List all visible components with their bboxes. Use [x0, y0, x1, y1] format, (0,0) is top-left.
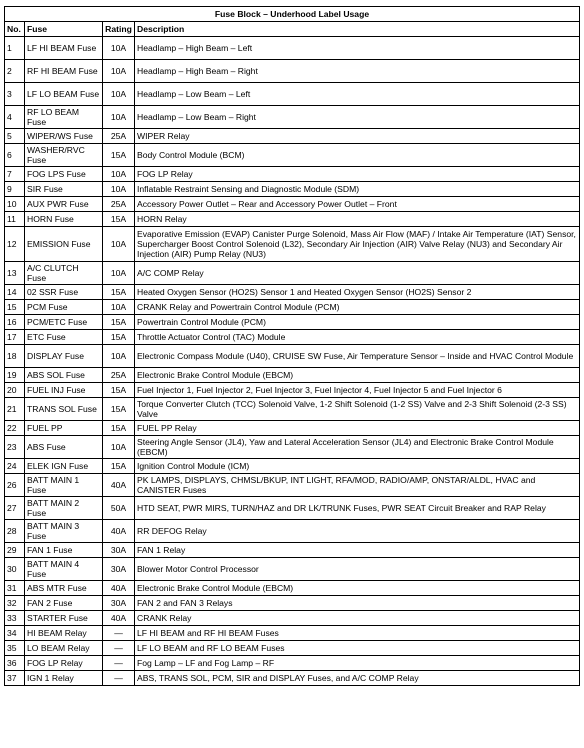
cell-description: FOG LP Relay [135, 167, 580, 182]
cell-description: Ignition Control Module (ICM) [135, 459, 580, 474]
cell-rating: 15A [103, 459, 135, 474]
table-row [5, 212, 580, 227]
cell-description: PK LAMPS, DISPLAYS, CHMSL/BKUP, INT LIGHT, RFA/MOD, RADIO/AMP, ONSTAR/ALDL, HVAC and CANISTER Fuses [135, 474, 580, 497]
cell-no: 5 [5, 129, 25, 144]
table-row [5, 436, 580, 459]
cell-rating: 30A [103, 558, 135, 581]
cell-fuse: TRANS SOL Fuse [25, 398, 103, 421]
cell-rating: 50A [103, 497, 135, 520]
table-row [5, 474, 580, 497]
table-row [5, 383, 580, 398]
cell-rating: 10A [103, 167, 135, 182]
cell-description: RR DEFOG Relay [135, 520, 580, 543]
cell-no: 36 [5, 656, 25, 671]
cell-no: 22 [5, 421, 25, 436]
cell-fuse: HORN Fuse [25, 212, 103, 227]
cell-rating: 40A [103, 520, 135, 543]
table-row [5, 37, 580, 60]
table-row [5, 197, 580, 212]
table-row [5, 459, 580, 474]
cell-no: 7 [5, 167, 25, 182]
cell-fuse: HI BEAM Relay [25, 626, 103, 641]
cell-no: 14 [5, 285, 25, 300]
cell-fuse: 02 SSR Fuse [25, 285, 103, 300]
cell-fuse: PCM Fuse [25, 300, 103, 315]
cell-description: Torque Converter Clutch (TCC) Solenoid Valve, 1-2 Shift Solenoid (1-2 SS) Valve and 2-3 Shift Solenoid (2-3 SS) Valve [135, 398, 580, 421]
table-row [5, 626, 580, 641]
cell-no: 13 [5, 262, 25, 285]
cell-fuse: LO BEAM Relay [25, 641, 103, 656]
cell-rating: 40A [103, 581, 135, 596]
cell-no: 20 [5, 383, 25, 398]
cell-description: Electronic Brake Control Module (EBCM) [135, 368, 580, 383]
cell-description: CRANK Relay and Powertrain Control Module (PCM) [135, 300, 580, 315]
cell-fuse: ABS MTR Fuse [25, 581, 103, 596]
table-row [5, 167, 580, 182]
header-description: Description [135, 22, 580, 37]
cell-description: WIPER Relay [135, 129, 580, 144]
header-rating: Rating [103, 22, 135, 37]
cell-rating: 10A [103, 300, 135, 315]
cell-no: 26 [5, 474, 25, 497]
cell-no: 1 [5, 37, 25, 60]
cell-fuse: BATT MAIN 4 Fuse [25, 558, 103, 581]
cell-fuse: ETC Fuse [25, 330, 103, 345]
cell-no: 23 [5, 436, 25, 459]
table-row [5, 60, 580, 83]
table-row [5, 558, 580, 581]
table-row [5, 144, 580, 167]
cell-no: 6 [5, 144, 25, 167]
cell-description: Electronic Compass Module (U40), CRUISE SW Fuse, Air Temperature Sensor – Inside and HVAC Control Module [135, 345, 580, 368]
cell-rating: 10A [103, 227, 135, 262]
cell-description: LF HI BEAM and RF HI BEAM Fuses [135, 626, 580, 641]
table-row [5, 129, 580, 144]
cell-rating: 10A [103, 436, 135, 459]
cell-description: CRANK Relay [135, 611, 580, 626]
cell-fuse: BATT MAIN 3 Fuse [25, 520, 103, 543]
cell-no: 30 [5, 558, 25, 581]
table-row [5, 106, 580, 129]
cell-fuse: EMISSION Fuse [25, 227, 103, 262]
cell-fuse: WIPER/WS Fuse [25, 129, 103, 144]
table-row [5, 300, 580, 315]
table-row [5, 671, 580, 686]
header-no: No. [5, 22, 25, 37]
table-row [5, 285, 580, 300]
cell-no: 34 [5, 626, 25, 641]
cell-rating: 40A [103, 611, 135, 626]
cell-description: LF LO BEAM and RF LO BEAM Fuses [135, 641, 580, 656]
cell-rating: — [103, 656, 135, 671]
cell-fuse: ABS SOL Fuse [25, 368, 103, 383]
cell-no: 27 [5, 497, 25, 520]
table-row [5, 497, 580, 520]
cell-no: 28 [5, 520, 25, 543]
cell-no: 21 [5, 398, 25, 421]
cell-description: Electronic Brake Control Module (EBCM) [135, 581, 580, 596]
cell-description: Heated Oxygen Sensor (HO2S) Sensor 1 and Heated Oxygen Sensor (HO2S) Sensor 2 [135, 285, 580, 300]
cell-rating: 15A [103, 421, 135, 436]
cell-no: 24 [5, 459, 25, 474]
cell-no: 31 [5, 581, 25, 596]
table-row [5, 581, 580, 596]
cell-rating: 25A [103, 368, 135, 383]
cell-rating: 15A [103, 398, 135, 421]
fuse-table [4, 6, 580, 686]
cell-description: FUEL PP Relay [135, 421, 580, 436]
cell-fuse: BATT MAIN 1 Fuse [25, 474, 103, 497]
cell-fuse: LF LO BEAM Fuse [25, 83, 103, 106]
cell-fuse: DISPLAY Fuse [25, 345, 103, 368]
table-body [5, 37, 580, 686]
cell-description: Headlamp – Low Beam – Left [135, 83, 580, 106]
table-row [5, 520, 580, 543]
cell-description: Steering Angle Sensor (JL4), Yaw and Lateral Acceleration Sensor (JL4) and Electronic Brake Control Module (EBCM) [135, 436, 580, 459]
cell-no: 33 [5, 611, 25, 626]
cell-description: Headlamp – Low Beam – Right [135, 106, 580, 129]
cell-description: ABS, TRANS SOL, PCM, SIR and DISPLAY Fuses, and A/C COMP Relay [135, 671, 580, 686]
cell-description: Fog Lamp – LF and Fog Lamp – RF [135, 656, 580, 671]
cell-description: Blower Motor Control Processor [135, 558, 580, 581]
cell-fuse: FUEL INJ Fuse [25, 383, 103, 398]
cell-description: Inflatable Restraint Sensing and Diagnostic Module (SDM) [135, 182, 580, 197]
cell-fuse: FAN 2 Fuse [25, 596, 103, 611]
cell-no: 17 [5, 330, 25, 345]
cell-fuse: AUX PWR Fuse [25, 197, 103, 212]
cell-rating: — [103, 671, 135, 686]
table-row [5, 421, 580, 436]
cell-no: 37 [5, 671, 25, 686]
cell-fuse: WASHER/RVC Fuse [25, 144, 103, 167]
cell-description: FAN 1 Relay [135, 543, 580, 558]
cell-rating: — [103, 626, 135, 641]
cell-rating: 10A [103, 106, 135, 129]
cell-description: A/C COMP Relay [135, 262, 580, 285]
header-fuse: Fuse [25, 22, 103, 37]
cell-fuse: RF HI BEAM Fuse [25, 60, 103, 83]
cell-rating: 10A [103, 83, 135, 106]
cell-no: 4 [5, 106, 25, 129]
cell-no: 35 [5, 641, 25, 656]
cell-no: 18 [5, 345, 25, 368]
table-row [5, 227, 580, 262]
cell-description: HTD SEAT, PWR MIRS, TURN/HAZ and DR LK/TRUNK Fuses, PWR SEAT Circuit Breaker and RAP Relay [135, 497, 580, 520]
cell-fuse: FUEL PP [25, 421, 103, 436]
cell-no: 16 [5, 315, 25, 330]
cell-description: Throttle Actuator Control (TAC) Module [135, 330, 580, 345]
table-row [5, 345, 580, 368]
cell-no: 15 [5, 300, 25, 315]
cell-rating: 10A [103, 182, 135, 197]
cell-description: Headlamp – High Beam – Left [135, 37, 580, 60]
table-title-row [5, 7, 580, 22]
table-row [5, 398, 580, 421]
cell-rating: 10A [103, 37, 135, 60]
table-title: Fuse Block – Underhood Label Usage [5, 7, 580, 22]
table-row [5, 262, 580, 285]
cell-fuse: FOG LP Relay [25, 656, 103, 671]
cell-rating: 15A [103, 285, 135, 300]
cell-no: 10 [5, 197, 25, 212]
cell-fuse: BATT MAIN 2 Fuse [25, 497, 103, 520]
cell-no: 29 [5, 543, 25, 558]
cell-description: Fuel Injector 1, Fuel Injector 2, Fuel Injector 3, Fuel Injector 4, Fuel Injector 5 and Fuel Injector 6 [135, 383, 580, 398]
cell-description: FAN 2 and FAN 3 Relays [135, 596, 580, 611]
table-row [5, 368, 580, 383]
table-row [5, 330, 580, 345]
cell-fuse: RF LO BEAM Fuse [25, 106, 103, 129]
cell-rating: 15A [103, 212, 135, 227]
cell-rating: 25A [103, 197, 135, 212]
cell-rating: 15A [103, 383, 135, 398]
cell-rating: 15A [103, 144, 135, 167]
table-row [5, 596, 580, 611]
cell-description: Accessory Power Outlet – Rear and Accessory Power Outlet – Front [135, 197, 580, 212]
table-row [5, 543, 580, 558]
cell-fuse: PCM/ETC Fuse [25, 315, 103, 330]
cell-no: 2 [5, 60, 25, 83]
cell-fuse: FAN 1 Fuse [25, 543, 103, 558]
cell-rating: 15A [103, 315, 135, 330]
cell-no: 9 [5, 182, 25, 197]
cell-description: Headlamp – High Beam – Right [135, 60, 580, 83]
cell-rating: 40A [103, 474, 135, 497]
cell-fuse: SIR Fuse [25, 182, 103, 197]
cell-fuse: FOG LPS Fuse [25, 167, 103, 182]
cell-no: 12 [5, 227, 25, 262]
cell-no: 19 [5, 368, 25, 383]
cell-rating: 30A [103, 596, 135, 611]
cell-rating: 10A [103, 345, 135, 368]
table-row [5, 611, 580, 626]
cell-description: Body Control Module (BCM) [135, 144, 580, 167]
cell-rating: 25A [103, 129, 135, 144]
cell-fuse: IGN 1 Relay [25, 671, 103, 686]
cell-rating: — [103, 641, 135, 656]
cell-no: 3 [5, 83, 25, 106]
cell-rating: 15A [103, 330, 135, 345]
cell-fuse: ELEK IGN Fuse [25, 459, 103, 474]
table-header-row [5, 22, 580, 37]
cell-no: 32 [5, 596, 25, 611]
cell-description: Powertrain Control Module (PCM) [135, 315, 580, 330]
cell-fuse: A/C CLUTCH Fuse [25, 262, 103, 285]
table-row [5, 641, 580, 656]
table-row [5, 182, 580, 197]
cell-description: Evaporative Emission (EVAP) Canister Purge Solenoid, Mass Air Flow (MAF) / Intake Air Temperature (IAT) Sensor, Supercharger Boost Control Solenoid (L32), Secondary Air Injection (AIR) Valve Relay (NU3) and Secondary Air Injection (AIR) Pump Relay (NU3) [135, 227, 580, 262]
cell-fuse: LF HI BEAM Fuse [25, 37, 103, 60]
cell-no: 11 [5, 212, 25, 227]
table-row [5, 83, 580, 106]
cell-fuse: ABS Fuse [25, 436, 103, 459]
cell-description: HORN Relay [135, 212, 580, 227]
cell-rating: 10A [103, 262, 135, 285]
table-row [5, 656, 580, 671]
table-row [5, 315, 580, 330]
cell-fuse: STARTER Fuse [25, 611, 103, 626]
cell-rating: 30A [103, 543, 135, 558]
cell-rating: 10A [103, 60, 135, 83]
